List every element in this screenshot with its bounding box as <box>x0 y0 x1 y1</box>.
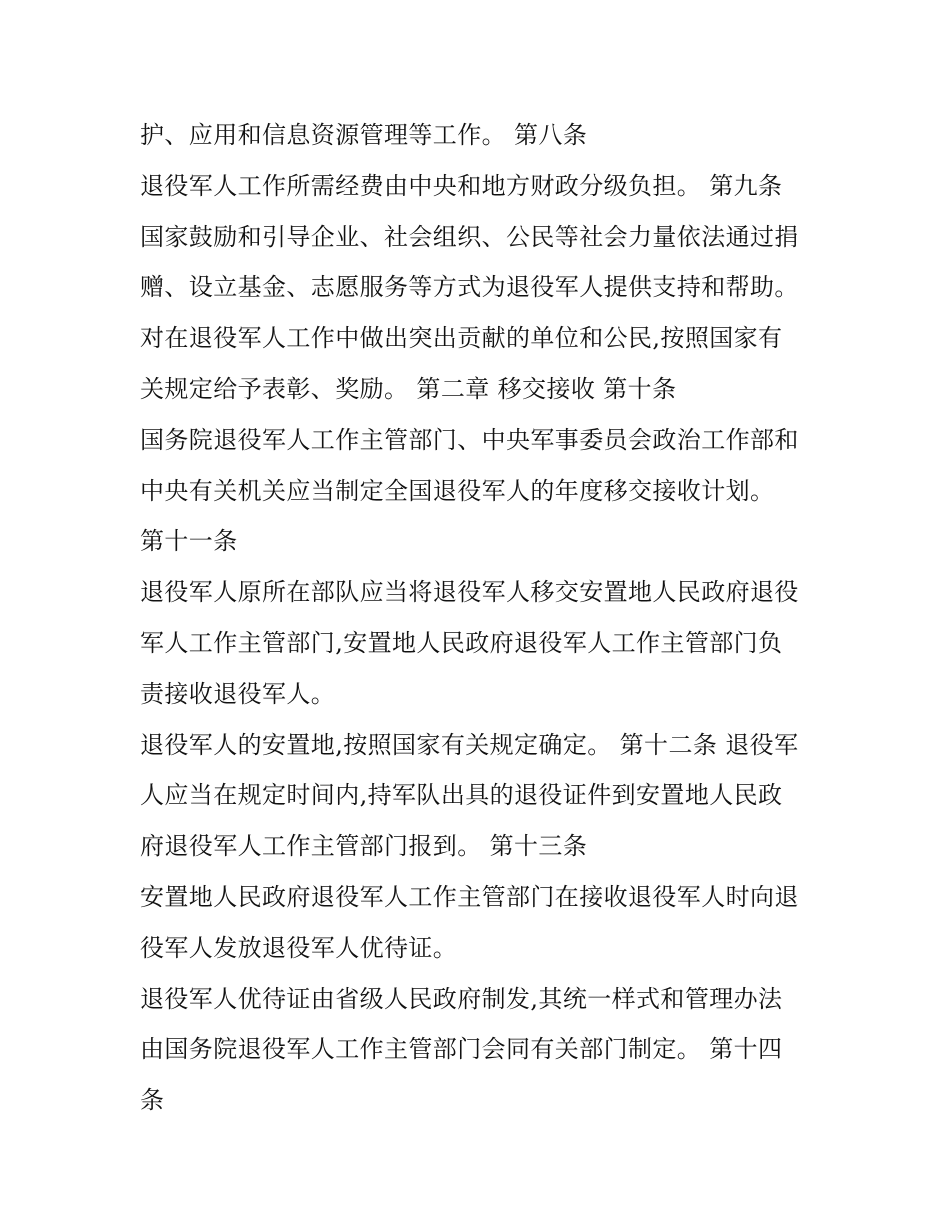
text-line: 退役军人的安置地,按照国家有关规定确定。 第十二条 退役军 <box>140 730 799 759</box>
text-line: 条 <box>140 1086 165 1115</box>
text-line: 人应当在规定时间内,持军队出具的退役证件到安置地人民政 <box>140 781 783 810</box>
document-body <box>140 110 820 1126</box>
text-line: 安置地人民政府退役军人工作主管部门在接收退役军人时向退 <box>140 882 799 911</box>
text-line: 国务院退役军人工作主管部门、中央军事委员会政治工作部和 <box>140 425 799 454</box>
text-line: 退役军人工作所需经费由中央和地方财政分级负担。 第九条 <box>140 171 783 200</box>
text-line: 责接收退役军人。 <box>140 679 336 708</box>
text-line: 第十一条 <box>140 527 238 556</box>
text-line: 由国务院退役军人工作主管部门会同有关部门制定。 第十四 <box>140 1035 783 1064</box>
text-line: 护、应用和信息资源管理等工作。 第八条 <box>140 121 588 149</box>
text-line: 府退役军人工作主管部门报到。 第十三条 <box>140 832 588 861</box>
text-line: 役军人发放退役军人优待证。 <box>140 933 458 962</box>
text-line: 军人工作主管部门,安置地人民政府退役军人工作主管部门负 <box>140 628 783 657</box>
text-line: 赠、设立基金、志愿服务等方式为退役军人提供支持和帮助。 <box>140 273 799 302</box>
text-line: 退役军人原所在部队应当将退役军人移交安置地人民政府退役 <box>140 578 799 607</box>
text-line: 关规定给予表彰、奖励。 第二章 移交接收 第十条 <box>140 374 677 403</box>
text-line: 国家鼓励和引导企业、社会组织、公民等社会力量依法通过捐 <box>140 222 799 251</box>
text-line: 中央有关机关应当制定全国退役军人的年度移交接收计划。 <box>140 476 775 505</box>
text-line: 对在退役军人工作中做出突出贡献的单位和公民,按照国家有 <box>140 324 783 353</box>
text-line: 退役军人优待证由省级人民政府制发,其统一样式和管理办法 <box>140 984 783 1013</box>
